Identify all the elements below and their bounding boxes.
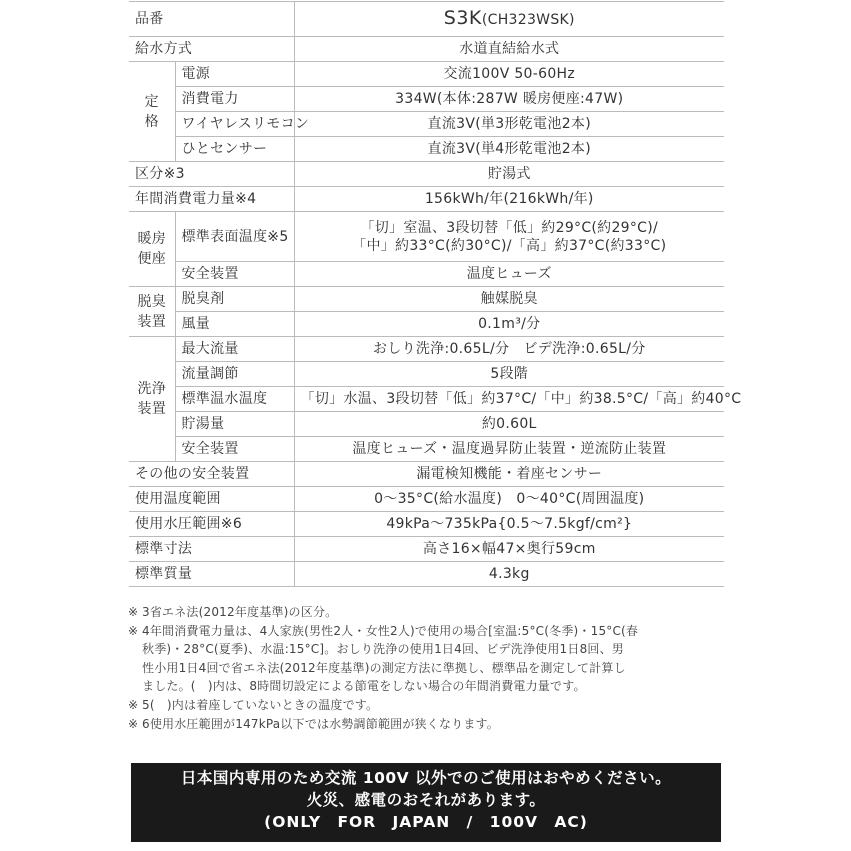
spec-row-size: [129, 537, 724, 562]
spec-value: 0〜35°C(給水温度) 0〜40°C(周囲温度): [294, 487, 724, 512]
spec-row-surface-temp: [129, 212, 724, 262]
spec-label: 標準表面温度※5: [175, 212, 294, 262]
footnote-5: ※ 5( )内は着座していないときの温度です。: [128, 697, 379, 712]
spec-row-annual-energy: [129, 187, 724, 212]
spec-label: 給水方式: [129, 37, 294, 62]
spec-label: 消費電力: [175, 87, 294, 112]
model-code: (CH323WSK): [481, 12, 575, 28]
spec-label: 最大流量: [175, 337, 294, 362]
spec-value: 直流3V(単4形乾電池2本): [294, 137, 724, 162]
spec-row-temp-range: [129, 487, 724, 512]
spec-value: 温度ヒューズ: [294, 262, 724, 287]
spec-row-model: [129, 2, 724, 37]
spec-value: おしり洗浄:0.65L/分 ビデ洗浄:0.65L/分: [294, 337, 724, 362]
footnote-6: ※ 6使用水圧範囲が147kPa以下では水勢調節範囲が狭くなります。: [128, 716, 499, 731]
spec-value: 334W(本体:287W 暖房便座:47W): [294, 87, 724, 112]
spec-value: 156kWh/年(216kWh/年): [294, 187, 724, 212]
spec-value: 5段階: [294, 362, 724, 387]
spec-label: 使用温度範囲: [129, 487, 294, 512]
spec-value: 4.3kg: [294, 562, 724, 587]
spec-label: ひとセンサー: [175, 137, 294, 162]
spec-row-water-supply: [129, 37, 724, 62]
spec-row-max-flow: [129, 337, 724, 362]
spec-row-seat-safety: [129, 262, 724, 287]
footnotes: [128, 603, 728, 733]
spec-row-human-sensor: [129, 137, 724, 162]
spec-label: 風量: [175, 312, 294, 337]
spec-value: 「切」室温、3段切替「低」約29°C(約29°C)/ 「中」約33°C(約30°C)/「高」約37°C(約33°C): [294, 212, 724, 262]
model-number: S3K: [443, 7, 482, 29]
spec-value: 漏電検知機能・着座センサー: [294, 462, 724, 487]
spec-value: 高さ16×幅47×奥行59cm: [294, 537, 724, 562]
spec-label: 安全装置: [175, 262, 294, 287]
spec-value: 交流100V 50-60Hz: [294, 62, 724, 87]
spec-value: 「切」水温、3段切替「低」約37°C/「中」約38.5°C/「高」約40°C: [294, 387, 724, 412]
group-label-washer: 洗浄 装置: [129, 337, 175, 462]
warning-line-1: 日本国内専用のため交流 100V 以外でのご使用はおやめください。: [180, 769, 672, 787]
spec-label: 流量調節: [175, 362, 294, 387]
spec-label: 使用水圧範囲※6: [129, 512, 294, 537]
spec-label: 標準寸法: [129, 537, 294, 562]
spec-row-other-safety: [129, 462, 724, 487]
spec-row-power-source: [129, 62, 724, 87]
spec-row-pressure: [129, 512, 724, 537]
spec-label: ワイヤレスリモコン: [175, 112, 294, 137]
spec-value: 約0.60L: [294, 412, 724, 437]
spec-row-flow-adjust: [129, 362, 724, 387]
spec-label: 標準温水温度: [175, 387, 294, 412]
spec-value: 触媒脱臭: [294, 287, 724, 312]
group-label-rating: 定 格: [129, 62, 175, 162]
spec-label: 電源: [175, 62, 294, 87]
spec-row-weight: [129, 562, 724, 587]
spec-row-deodorant: [129, 287, 724, 312]
footnote-4: ※ 4年間消費電力量は、4人家族(男性2人・女性2人)で使用の場合[室温:5°C(冬季)・15°C(春 秋季)・28°C(夏季)、水温:15°C]。おしり洗浄の使用1日4回、ビデ洗浄使用1日8回、男 性小用1日4回で省エネ法(2012年度基準)の測定方法に準拠し、標準品を測定して計算し ました。( )内は、8時間切設定による節電をしない場合の年間消費電力量です。: [128, 623, 639, 694]
japan-only-warning-banner: [131, 763, 721, 842]
spec-label: 年間消費電力量※4: [129, 187, 294, 212]
spec-value: 温度ヒューズ・温度過昇防止装置・逆流防止装置: [294, 437, 724, 462]
spec-row-airflow: [129, 312, 724, 337]
spec-row-remote: [129, 112, 724, 137]
spec-label-model: 品番: [129, 2, 294, 37]
spec-value: 貯湯式: [294, 162, 724, 187]
spec-value: 直流3V(単3形乾電池2本): [294, 112, 724, 137]
spec-row-wash-safety: [129, 437, 724, 462]
spec-value: 水道直結給水式: [294, 37, 724, 62]
spec-value-model: [294, 2, 724, 37]
spec-label: 脱臭剤: [175, 287, 294, 312]
group-label-heated-seat: 暖房 便座: [129, 212, 175, 287]
spec-table: [129, 1, 742, 587]
warning-line-3: (ONLY FOR JAPAN / 100V AC): [264, 813, 588, 831]
group-label-deodorizer: 脱臭 装置: [129, 287, 175, 337]
spec-value: 0.1m³/分: [294, 312, 724, 337]
spec-label: 標準質量: [129, 562, 294, 587]
warning-line-2: 火災、感電のおそれがあります。: [306, 791, 546, 809]
spec-row-tank-volume: [129, 412, 724, 437]
footnote-3: ※ 3省エネ法(2012年度基準)の区分。: [128, 605, 338, 619]
spec-label: 区分※3: [129, 162, 294, 187]
spec-label: 安全装置: [175, 437, 294, 462]
spec-row-water-temp: [129, 387, 724, 412]
spec-row-power-consumption: [129, 87, 724, 112]
spec-row-category: [129, 162, 724, 187]
spec-value: 49kPa〜735kPa{0.5〜7.5kgf/cm²}: [294, 512, 724, 537]
spec-label: 貯湯量: [175, 412, 294, 437]
spec-label: その他の安全装置: [129, 462, 294, 487]
